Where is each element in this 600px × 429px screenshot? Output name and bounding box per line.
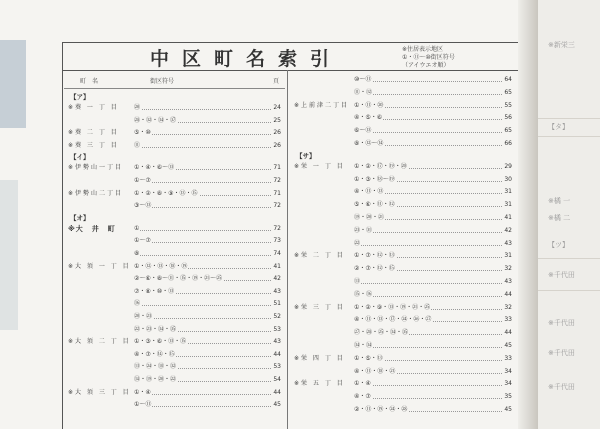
block-codes: ㉗・㉘・㉕・㉞・㉟: [354, 327, 409, 339]
leader-dots: [134, 305, 281, 306]
index-row: [288, 340, 518, 352]
legend-line-2: ①・⑪～⑩街区符号: [402, 54, 455, 61]
leader-dots: [134, 207, 281, 208]
index-row: [288, 378, 518, 390]
page-number: 45: [503, 340, 512, 352]
legend-note: [402, 46, 455, 70]
town-name: ※栄 四 丁 目: [294, 354, 345, 362]
block-codes: ①・②・⑰・⑲・⑳: [354, 161, 408, 173]
facing-page-entry: 【タ】: [548, 123, 569, 131]
block-codes: ④・⑪・⑬: [354, 186, 384, 198]
index-row: [288, 314, 518, 326]
index-row: [62, 200, 287, 212]
leader-dots: [134, 147, 281, 148]
index-row: [288, 100, 518, 112]
leader-dots: [134, 318, 281, 319]
page-number: 54: [272, 374, 281, 386]
leader-dots: [354, 94, 512, 95]
page-number: 45: [503, 404, 512, 416]
town-name: ※栄 三 丁 目: [294, 303, 345, 311]
index-row: [62, 162, 287, 174]
index-row: [62, 248, 287, 260]
block-codes: ①・⑪・⑳: [354, 100, 384, 112]
page-number: 35: [503, 391, 512, 403]
leader-dots: [354, 296, 512, 297]
page-edge-tab: [0, 40, 26, 128]
page-number: 31: [503, 250, 512, 262]
town-name: ※上前津二丁目: [294, 101, 350, 109]
block-codes: ⑪・⑫: [354, 87, 373, 99]
leader-dots: [134, 134, 281, 135]
block-codes: ②・⑦・⑫・⑮: [354, 263, 396, 275]
block-codes: ⑳・㉓: [134, 311, 153, 323]
facing-page-rule: [538, 136, 600, 137]
page-number: 44: [272, 387, 281, 399]
index-row: [288, 302, 518, 314]
index-row: [288, 353, 518, 365]
block-codes: ①・④: [134, 387, 152, 399]
page-number: 43: [272, 336, 281, 348]
col-header-block: 街区符号: [150, 78, 175, 85]
block-codes: ①・②・⑨・⑬・⑲・㉑・㉕: [354, 302, 431, 314]
facing-page-entry: ※千代田: [548, 383, 575, 391]
block-codes: ①・⑤・⑬: [354, 353, 384, 365]
page-number: 44: [503, 327, 512, 339]
block-codes: ㉒: [354, 238, 361, 250]
page-number: 31: [503, 186, 512, 198]
leader-dots: [134, 182, 281, 183]
section-heading: 【ア】: [70, 93, 90, 101]
page-number: 65: [503, 87, 512, 99]
index-row: [62, 261, 287, 273]
page-number: 72: [272, 223, 281, 235]
index-row: [288, 263, 518, 275]
town-name: ※葵 一 丁 目: [68, 104, 119, 111]
page-number: 33: [503, 353, 512, 365]
block-codes: ①・④・⑥～⑬: [134, 162, 175, 174]
index-row: [62, 387, 287, 399]
block-codes: ①・④: [354, 378, 372, 390]
index-row: [288, 174, 518, 186]
index-row: [288, 404, 518, 416]
right-column: [288, 70, 518, 429]
index-row: [62, 374, 287, 386]
leader-dots: [354, 347, 512, 348]
page-number: 66: [503, 138, 512, 150]
page-number: 42: [272, 273, 281, 285]
index-row: [288, 112, 518, 124]
index-row: [62, 127, 287, 139]
block-codes: ②～⑥・⑧～⑪・⑮・⑲・㉑～㉕: [134, 273, 223, 285]
index-row: [62, 298, 287, 310]
page-number: 32: [503, 302, 512, 314]
block-codes: ⑧・⑫～⑭: [354, 138, 384, 150]
town-name: ※栄 二 丁 目: [294, 252, 345, 260]
block-codes: ⑤・⑩: [134, 127, 152, 139]
page-title: 中区町名索引: [150, 48, 343, 70]
leader-dots: [354, 283, 512, 284]
facing-page: [538, 0, 600, 429]
page-number: 64: [503, 74, 512, 86]
page-number: 29: [503, 161, 512, 173]
facing-page-entry: ※新栄三: [548, 41, 575, 49]
index-row: [62, 140, 287, 152]
leader-dots: [134, 230, 281, 231]
facing-page-entry: ※千代田: [548, 271, 575, 279]
index-row: [288, 199, 518, 211]
page-number: 45: [272, 399, 281, 411]
block-codes: ①・②・⑧・⑨・⑬・⑮: [134, 188, 199, 200]
town-name: ※栄 一 丁 目: [294, 162, 345, 170]
block-codes: ⑪: [134, 140, 141, 152]
facing-page-entry: ※橘 二: [548, 214, 571, 222]
block-codes: ㉞・㉞: [354, 340, 373, 352]
index-row: [62, 223, 287, 235]
block-codes: ④・⑪・⑱・㉑: [354, 366, 396, 378]
section-heading: 【イ】: [70, 153, 90, 162]
town-name: ※大 井 町: [68, 224, 116, 233]
page-number: 53: [272, 361, 281, 373]
block-codes: ⑧: [134, 248, 140, 260]
town-name: ※伊勢山一丁目: [68, 164, 124, 172]
block-codes: ④・⑦: [354, 391, 372, 403]
index-row: [288, 74, 518, 86]
block-codes: ④・⑦・⑭・⑮: [134, 349, 176, 361]
page-number: 42: [503, 225, 512, 237]
index-row: [288, 138, 518, 150]
town-name: ※伊勢山二丁目: [68, 189, 124, 197]
page-number: 24: [272, 102, 281, 114]
page-number: 44: [503, 289, 512, 301]
index-row: [288, 238, 518, 250]
col-header-town: 町 名: [80, 78, 99, 85]
index-row: [62, 115, 287, 127]
block-codes: ①～⑦: [134, 235, 152, 247]
page-number: 52: [272, 311, 281, 323]
page-number: 30: [503, 174, 512, 186]
col-header-rule: [64, 88, 285, 89]
leader-dots: [134, 109, 281, 110]
facing-page-entry: ※千代田: [548, 349, 575, 357]
index-row: [62, 175, 287, 187]
page-number: 51: [272, 298, 281, 310]
block-codes: ㉒・㉓・㉞・㉟: [134, 324, 177, 336]
page-number: 53: [272, 324, 281, 336]
leader-dots: [354, 398, 512, 399]
block-codes: ④・⑤・⑥: [354, 112, 383, 124]
leader-dots: [354, 245, 512, 246]
block-codes: ①・⑫・⑬・⑱・⑲: [134, 261, 188, 273]
page-number: 71: [272, 188, 281, 200]
index-row: [62, 336, 287, 348]
index-row: [288, 327, 518, 339]
page-number: 43: [503, 238, 512, 250]
index-row: [62, 273, 287, 285]
leader-dots: [134, 242, 281, 243]
block-codes: ①・③・⑱～⑲: [354, 174, 396, 186]
block-codes: ①: [134, 223, 140, 235]
index-row: [288, 125, 518, 137]
page-number: 33: [503, 314, 512, 326]
block-codes: ⑳: [134, 102, 141, 114]
block-codes: ㉓・㉛: [354, 225, 373, 237]
leader-dots: [134, 406, 281, 407]
page-number: 72: [272, 200, 281, 212]
index-row: [288, 161, 518, 173]
block-codes: ⑯: [134, 298, 141, 310]
block-codes: ④・⑪・⑬・⑰・㉔・㉖・㉗: [354, 314, 432, 326]
leader-dots: [134, 255, 281, 256]
index-row: [288, 250, 518, 262]
block-codes: ③～⑬: [134, 200, 152, 212]
block-codes: ⑲・⑳・㉑: [354, 212, 385, 224]
legend-line-3: （アイウエオ順）: [402, 62, 450, 69]
facing-page-rule: [538, 258, 600, 259]
index-row: [288, 289, 518, 301]
section-heading: 【サ】: [296, 151, 316, 160]
block-codes: ①・⑦・⑫・⑬: [354, 250, 396, 262]
town-name: ※葵 二 丁 目: [68, 129, 119, 137]
block-codes: ⑦・⑧・⑩・⑬: [134, 286, 175, 298]
book-gutter: [518, 0, 538, 429]
page-number: 56: [503, 112, 512, 124]
index-row: [288, 366, 518, 378]
index-row: [288, 87, 518, 99]
page-number: 43: [503, 276, 512, 288]
block-codes: ㉘・㉜・㉞・㊲: [134, 115, 177, 127]
index-row: [288, 276, 518, 288]
facing-page-entry: 【ツ】: [548, 241, 569, 249]
col-header-page: 頁: [272, 78, 279, 85]
page-number: 31: [503, 199, 512, 211]
leader-dots: [354, 232, 512, 233]
facing-page-rule: [538, 118, 600, 119]
page-number: 55: [503, 100, 512, 112]
page-number: 72: [272, 175, 281, 187]
index-row: [62, 286, 287, 298]
page-number: 41: [503, 212, 512, 224]
page-number: 34: [503, 378, 512, 390]
page-number: 65: [503, 125, 512, 137]
page-number: 71: [272, 162, 281, 174]
page-number: 43: [272, 286, 281, 298]
index-row: [62, 399, 287, 411]
town-name: ※葵 三 丁 目: [68, 141, 119, 149]
block-codes: ①～⑪: [134, 399, 152, 411]
page-number: 26: [272, 140, 281, 152]
index-row: [62, 235, 287, 247]
leader-dots: [354, 81, 512, 82]
block-codes: ⑥～⑬: [354, 125, 372, 137]
block-codes: ⑩～⑪: [354, 74, 372, 86]
left-column: [62, 70, 287, 429]
section-heading: 【オ】: [70, 213, 90, 222]
page-edge-shade: [0, 180, 18, 330]
block-codes: ①・③・⑥・⑬・⑮: [134, 336, 187, 348]
page-number: 41: [272, 261, 281, 273]
index-row: [62, 311, 287, 323]
facing-page-entry: ※千代田: [548, 319, 575, 327]
town-name: ※大 須 一 丁 目: [68, 262, 131, 270]
town-name: ※栄 五 丁 目: [294, 380, 345, 388]
leader-dots: [134, 394, 281, 395]
index-row: [62, 102, 287, 114]
legend-line-1: ※住居表示地区: [402, 46, 444, 53]
page-number: 32: [503, 263, 512, 275]
facing-page-rule: [538, 290, 600, 291]
leader-dots: [354, 385, 512, 386]
leader-dots: [354, 132, 512, 133]
index-row: [288, 391, 518, 403]
page-number: 34: [503, 366, 512, 378]
index-row: [288, 186, 518, 198]
block-codes: ⑬・㉔・⑱・㉜: [134, 361, 177, 373]
block-codes: ①～⑦: [134, 175, 152, 187]
index-row: [62, 349, 287, 361]
facing-page-entry: ※橘 一: [548, 197, 571, 205]
page-number: 73: [272, 235, 281, 247]
index-row: [288, 225, 518, 237]
block-codes: ⑤・⑥・⑪・⑫: [354, 199, 396, 211]
index-row: [62, 188, 287, 200]
index-row: [62, 324, 287, 336]
block-codes: ⑭・⑲・⑳・㉒: [134, 374, 177, 386]
town-name: ※大 須 二 丁 目: [68, 338, 131, 346]
block-codes: ②・⑪・⑲・㉔・㉘: [354, 404, 408, 416]
page-number: 25: [272, 115, 281, 127]
block-codes: ⑮・⑯: [354, 289, 373, 301]
index-row: [288, 212, 518, 224]
page-number: 26: [272, 127, 281, 139]
town-name: ※大 須 三 丁 目: [68, 388, 131, 396]
page-number: 44: [272, 349, 281, 361]
index-row: [62, 361, 287, 373]
block-codes: ⑬: [354, 276, 361, 288]
page-number: 74: [272, 248, 281, 260]
